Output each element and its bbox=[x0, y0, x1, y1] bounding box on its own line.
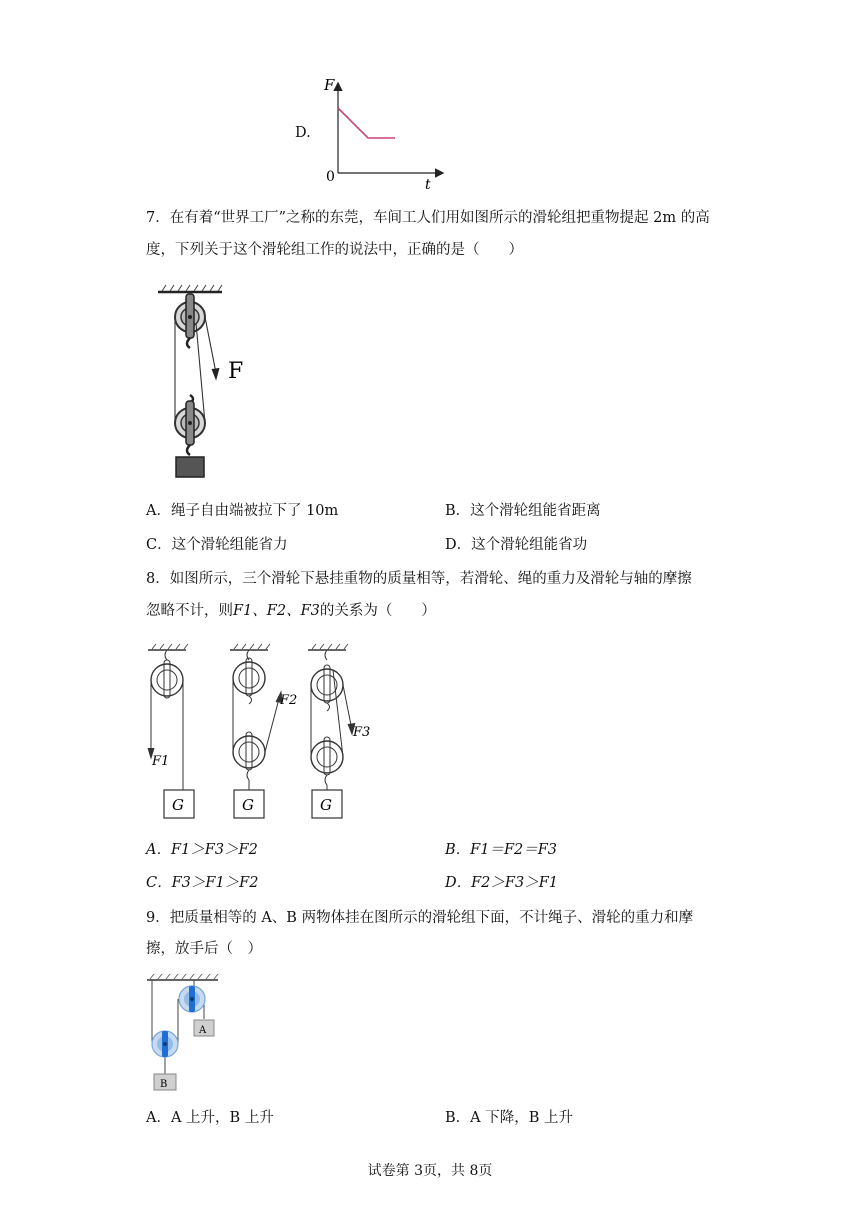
q8-weight-label-1: G bbox=[172, 796, 184, 814]
q8-f1-label: F1 bbox=[152, 754, 170, 769]
q8-question-line-1: 8．如图所示，三个滑轮下悬挂重物的质量相等，若滑轮、绳的重力及滑轮与轴的摩擦 bbox=[146, 571, 692, 587]
q8-weight-label-2: G bbox=[242, 796, 254, 814]
q8-option-c[interactable]: C．F3＞F1＞F2 bbox=[146, 875, 259, 891]
q6-origin-label: 0 bbox=[326, 169, 335, 185]
q6-option-d-label: D. bbox=[295, 125, 311, 141]
q9-pulley-figure bbox=[142, 972, 232, 1094]
q8-line2-suffix: 的关系为（ ） bbox=[319, 603, 436, 619]
q6-x-axis-label: t bbox=[425, 177, 431, 192]
q9-option-a[interactable]: A．A 上升，B 上升 bbox=[146, 1110, 274, 1126]
page-footer: 试卷第 3页，共 8页 bbox=[367, 1163, 493, 1179]
q7-question-line-2: 度，下列关于这个滑轮组工作的说法中，正确的是（ ） bbox=[146, 242, 523, 258]
q9-block-b-label: B bbox=[160, 1079, 168, 1090]
q6-y-axis-label: F bbox=[324, 76, 335, 94]
q8-option-a[interactable]: A．F1＞F3＞F2 bbox=[146, 842, 258, 858]
q6-f-t-graph bbox=[320, 72, 450, 192]
q7-pulley-figure bbox=[150, 283, 260, 493]
q8-line2-prefix: 忽略不计，则 bbox=[146, 603, 233, 619]
q7-question-line-1: 7．在有着“世界工厂”之称的东莞，车间工人们用如图所示的滑轮组把重物提起 2m 的高 bbox=[146, 210, 710, 226]
q8-question-line-2 bbox=[146, 601, 436, 621]
q7-force-label: F bbox=[228, 359, 244, 384]
q8-three-pulley-figure bbox=[140, 640, 380, 825]
q7-option-b[interactable]: B．这个滑轮组能省距离 bbox=[445, 503, 601, 519]
q7-option-a[interactable]: A．绳子自由端被拉下了 10m bbox=[146, 503, 339, 519]
q9-question-line-2: 擦，放手后（ ） bbox=[146, 941, 262, 957]
q7-option-c[interactable]: C．这个滑轮组能省力 bbox=[146, 537, 288, 553]
q9-option-b[interactable]: B．A 下降，B 上升 bbox=[445, 1110, 574, 1126]
q8-f3-label: F3 bbox=[353, 725, 371, 740]
q8-line2-vars: F1、F2、F3 bbox=[233, 603, 320, 619]
q8-f2-label: F2 bbox=[280, 693, 298, 708]
q9-block-a-label: A bbox=[199, 1025, 207, 1036]
q8-option-d[interactable]: D．F2＞F3＞F1 bbox=[445, 875, 558, 891]
q9-question-line-1: 9．把质量相等的 A、B 两物体挂在图所示的滑轮组下面，不计绳子、滑轮的重力和摩 bbox=[146, 910, 694, 926]
q8-weight-label-3: G bbox=[320, 796, 332, 814]
q7-option-d[interactable]: D．这个滑轮组能省功 bbox=[445, 537, 588, 553]
q8-option-b[interactable]: B．F1＝F2＝F3 bbox=[445, 842, 558, 858]
q6-force-curve bbox=[338, 108, 395, 138]
